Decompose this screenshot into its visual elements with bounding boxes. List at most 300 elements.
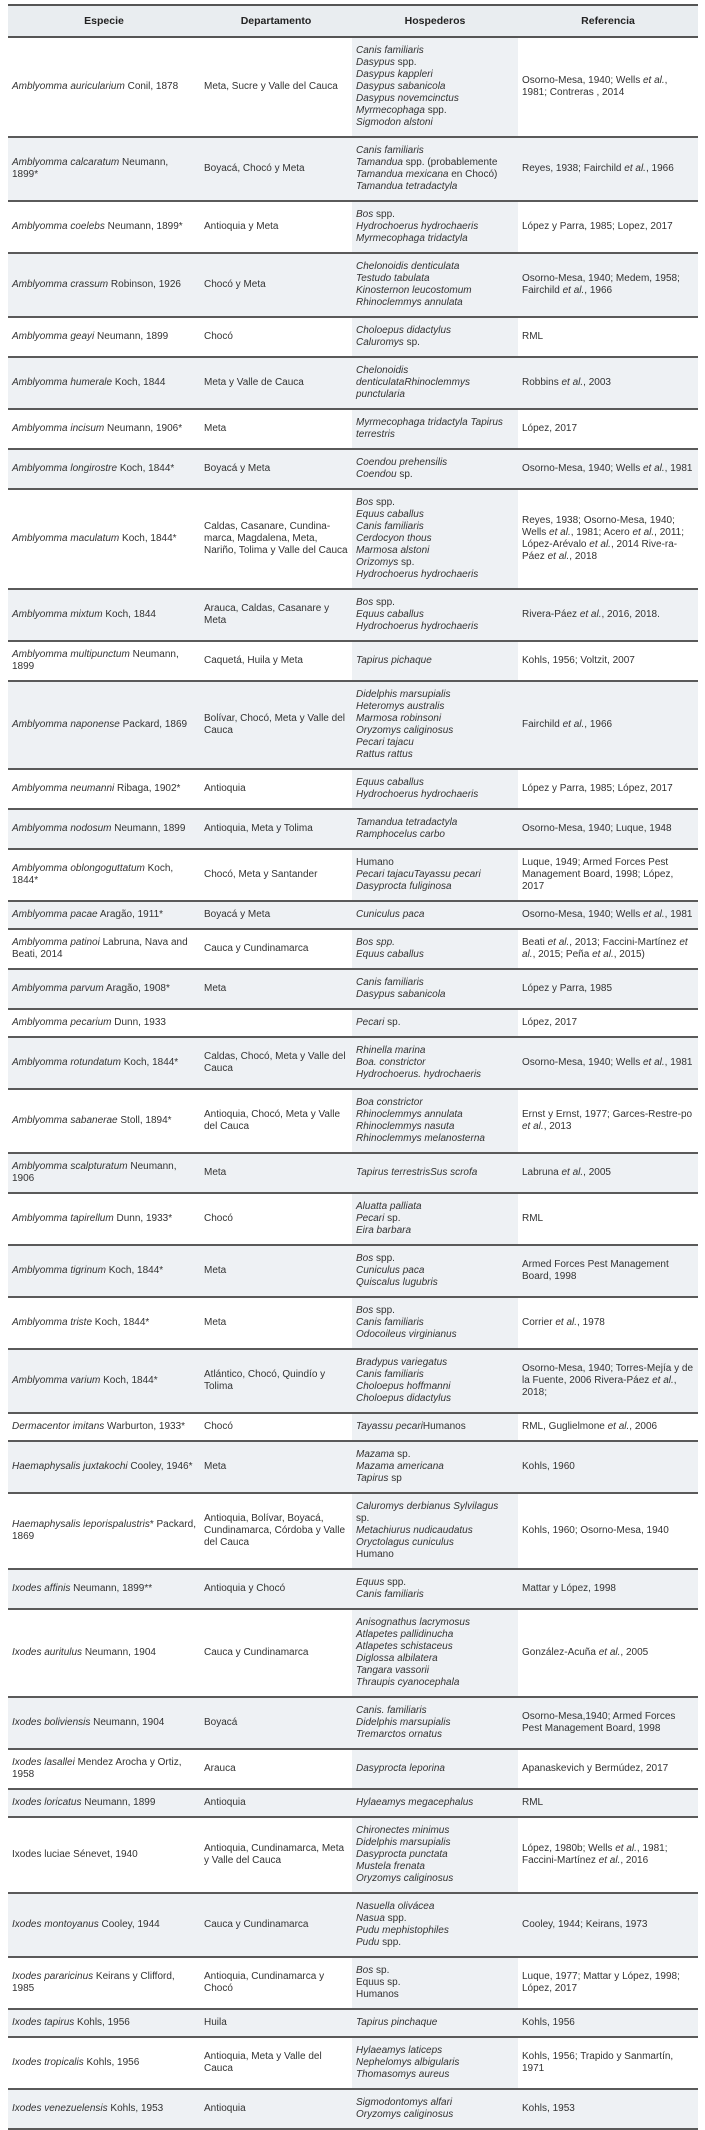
host-line (356, 725, 514, 737)
italic-text: et al. (561, 1167, 584, 1178)
text: sp. (394, 1449, 411, 1460)
italic-text: Ixodes montoyanus (12, 1919, 99, 1930)
cell-especie (8, 1609, 200, 1697)
italic-text: Bos (356, 497, 374, 508)
italic-text: Tangara vassorii (356, 1665, 430, 1676)
italic-text: et al. (607, 1421, 630, 1432)
cell-departamento: Antioquia y Chocó (200, 1569, 352, 1609)
cell-referencia (518, 2089, 698, 2129)
cell-especie (8, 769, 200, 809)
host-line (356, 1589, 514, 1601)
cell-departamento: Antioquia, Meta y Tolima (200, 809, 352, 849)
table-row (8, 1153, 698, 1193)
cell-hospederos (352, 1245, 518, 1297)
cell-especie (8, 137, 200, 201)
table-row (8, 849, 698, 901)
host-line (356, 1537, 514, 1549)
host-line (356, 1369, 514, 1381)
host-line (356, 1677, 514, 1689)
text: Labruna, Nava and Beati, 2014 (12, 937, 188, 960)
host-line (356, 1421, 514, 1433)
host-line (356, 1045, 514, 1057)
cell-departamento (200, 1009, 352, 1037)
italic-text: Amblyomma crassum (12, 279, 109, 290)
italic-text: Amblyomma parvum (12, 983, 104, 994)
host-line (356, 1201, 514, 1213)
table-row (8, 1089, 698, 1153)
italic-text: Nasuella olivácea (356, 1901, 435, 1912)
cell-departamento: Antioquia, Cundinamarca, Meta y Valle del Cauca (200, 1817, 352, 1893)
cell-especie (8, 357, 200, 409)
cell-especie (8, 201, 200, 253)
text: spp. (probablemente (402, 157, 498, 168)
cell-hospederos (352, 929, 518, 969)
text: Robbins (522, 377, 562, 388)
table-row (8, 357, 698, 409)
table-row (8, 2089, 698, 2129)
host-line (356, 1965, 514, 1977)
cell-especie (8, 849, 200, 901)
cell-especie (8, 641, 200, 681)
host-line (356, 325, 514, 337)
host-line (356, 1057, 514, 1069)
host-line (356, 469, 514, 481)
host-line (356, 2017, 514, 2029)
host-line (356, 609, 514, 621)
text: Packard, 1869 (119, 719, 188, 730)
italic-text: Equus (356, 1577, 385, 1588)
italic-text: et al. (561, 377, 584, 388)
table-row (8, 1569, 698, 1609)
cell-hospederos (352, 1009, 518, 1037)
italic-text: Hylaeamys megacephalus (356, 1797, 474, 1808)
italic-text: Orizomys (356, 557, 399, 568)
italic-text: Hydrochoerus hydrochaeris (356, 221, 479, 232)
text: Neumann, 1899 (81, 1797, 156, 1808)
host-line (356, 1097, 514, 1109)
cell-hospederos (352, 589, 518, 641)
cell-departamento: Antioquia (200, 2089, 352, 2129)
host-line (356, 2069, 514, 2081)
italic-text: Bos (356, 209, 374, 220)
cell-especie (8, 409, 200, 449)
italic-text: Bradypus variegatus (356, 1357, 448, 1368)
host-line (356, 285, 514, 297)
italic-text: Dasyprocta leporina (356, 1763, 445, 1774)
text: Luque, 1949; Armed Forces Pest Management Board, 1998; López, 2017 (522, 857, 674, 892)
italic-text: Atlapetes pallidinucha (356, 1629, 454, 1640)
text: , 2015; Peña (532, 949, 593, 960)
text: Kohls, 1956 (83, 2057, 140, 2068)
italic-text: Ixodes lasallei (12, 1757, 75, 1768)
italic-text: Eira barbara (356, 1225, 412, 1236)
italic-text: Bos spp. (356, 937, 395, 948)
cell-hospederos (352, 681, 518, 769)
cell-especie (8, 1413, 200, 1441)
cell-departamento: Cauca y Cundinamarca (200, 1609, 352, 1697)
host-line (356, 2045, 514, 2057)
host-line (356, 145, 514, 157)
text: spp. (373, 597, 395, 608)
italic-text: Amblyomma maculatum (12, 533, 120, 544)
text: RML (522, 331, 544, 342)
cell-departamento: Boyacá, Chocó y Meta (200, 137, 352, 201)
host-line (356, 1121, 514, 1133)
host-line (356, 297, 514, 309)
host-line (356, 1357, 514, 1369)
text: , 1978 (577, 1317, 605, 1328)
italic-text: Dasypus kappleri (356, 69, 433, 80)
text: Rivera-Páez (522, 609, 580, 620)
italic-text: Kinosternon leucostomum (356, 285, 472, 296)
italic-text: Amblyomma oblongoguttatum (12, 863, 145, 874)
host-line (356, 509, 514, 521)
host-line (356, 521, 514, 533)
text: Dunn, 1933 (111, 1017, 166, 1028)
italic-text: Sigmodontomys alfari (356, 2097, 453, 2108)
text: Koch, 1844* (120, 1057, 179, 1068)
cell-hospederos (352, 1193, 518, 1245)
cell-referencia (518, 1697, 698, 1749)
host-line (356, 881, 514, 893)
cell-referencia (518, 1569, 698, 1609)
italic-text: Pecari (356, 1017, 385, 1028)
host-line (356, 81, 514, 93)
cell-especie (8, 1569, 200, 1609)
host-line (356, 1653, 514, 1665)
cell-hospederos (352, 1037, 518, 1089)
table-body (8, 37, 698, 2129)
cell-departamento: Chocó (200, 1413, 352, 1441)
cell-departamento: Chocó y Meta (200, 253, 352, 317)
host-line (356, 713, 514, 725)
italic-text: Tamandua tetradactyla (356, 181, 458, 192)
cell-hospederos (352, 489, 518, 589)
text: , 1966 (645, 163, 674, 174)
host-line (356, 1977, 514, 1989)
host-line (356, 869, 514, 881)
host-line (356, 57, 514, 69)
host-line (356, 157, 514, 169)
italic-text: Dasyprocta fuliginosa (356, 881, 452, 892)
italic-text: Canis familiaris (356, 1589, 424, 1600)
italic-text: Pudu mephistophiles (356, 1925, 449, 1936)
host-line (356, 1329, 514, 1341)
italic-text: Pecari tajacuTayassu pecari (356, 869, 481, 880)
table-row (8, 969, 698, 1009)
text: Dunn, 1933* (113, 1213, 173, 1224)
host-line (356, 45, 514, 57)
italic-text: Amblyomma pecarium (12, 1017, 112, 1028)
host-line (356, 1213, 514, 1225)
italic-text: Ixodes pararicinus (12, 1971, 94, 1982)
cell-especie (8, 1245, 200, 1297)
cell-departamento: Meta (200, 1297, 352, 1349)
table-row (8, 1957, 698, 2009)
italic-text: Chironectes minimus (356, 1825, 450, 1836)
cell-hospederos (352, 357, 518, 409)
table-row (8, 2009, 698, 2037)
host-line (356, 689, 514, 701)
host-line (356, 817, 514, 829)
italic-text: Thraupis cyanocephala (356, 1677, 460, 1688)
text: Ernst y Ernst, 1977; Garces-Restre-po (522, 1109, 693, 1120)
cell-referencia (518, 2009, 698, 2037)
italic-text: Amblyomma longirostre (12, 463, 118, 474)
header-especie: Especie (8, 5, 200, 37)
text: Neumann, 1899 (111, 823, 186, 834)
cell-referencia (518, 1749, 698, 1789)
host-line (356, 69, 514, 81)
italic-text: Ixodes tropicalis (12, 2057, 84, 2068)
italic-text: Ixodes affinis (12, 1583, 71, 1594)
italic-text: Canis. familiaris (356, 1705, 427, 1716)
cell-departamento: Cauca y Cundinamarca (200, 1893, 352, 1957)
italic-text: Canis familiaris (356, 977, 424, 988)
cell-especie (8, 2089, 200, 2129)
text: , 1981; Faccini-Martínez (522, 1843, 668, 1866)
cell-departamento: Caldas, Casanare, Cundina-marca, Magdalena, Meta, Nariño, Tolima y Valle del Cauca (200, 489, 352, 589)
text: , 1966 (584, 719, 613, 730)
text: Stoll, 1894* (117, 1115, 172, 1126)
cell-especie (8, 1349, 200, 1413)
italic-text: Diglossa albilatera (356, 1653, 438, 1664)
host-line (356, 1265, 514, 1277)
italic-text: Coendou (356, 469, 397, 480)
text: , 1966 (584, 285, 613, 296)
cell-referencia (518, 929, 698, 969)
text: spp. (394, 57, 417, 68)
host-line (356, 117, 514, 129)
text: Koch, 1844* (105, 1265, 164, 1276)
cell-departamento: Meta (200, 1245, 352, 1297)
cell-departamento: Atlántico, Chocó, Quindío y Tolima (200, 1349, 352, 1413)
italic-text: Equus caballus (356, 777, 424, 788)
italic-text: Amblyomma coelebs (12, 221, 105, 232)
text: González-Acuña (522, 1647, 599, 1658)
cell-especie (8, 809, 200, 849)
cell-referencia (518, 681, 698, 769)
table-row (8, 1893, 698, 1957)
cell-referencia (518, 253, 698, 317)
text: spp. (424, 105, 447, 116)
table-row (8, 137, 698, 201)
cell-hospederos (352, 641, 518, 681)
italic-text: Quiscalus lugubris (356, 1277, 438, 1288)
text: Mendez Arocha y Ortiz, 1958 (12, 1757, 182, 1780)
italic-text: Myrmecophaga (356, 105, 425, 116)
host-line (356, 2109, 514, 2121)
host-line (356, 1381, 514, 1393)
text: sp. (398, 557, 415, 568)
cell-especie (8, 2009, 200, 2037)
cell-referencia (518, 1349, 698, 1413)
text: Kohls, 1956; Voltzit, 2007 (522, 655, 635, 666)
text: Cooley, 1946* (127, 1461, 193, 1472)
italic-text: Bos (356, 1965, 374, 1976)
cell-especie (8, 1037, 200, 1089)
cell-hospederos (352, 809, 518, 849)
cell-hospederos (352, 1957, 518, 2009)
cell-referencia (518, 409, 698, 449)
italic-text: Didelphis marsupialis (356, 1717, 451, 1728)
italic-text: et al. (589, 539, 611, 550)
cell-referencia (518, 1297, 698, 1349)
header-departamento: Departamento (200, 5, 352, 37)
cell-departamento: Antioquia, Bolívar, Boyacá, Cundinamarca, Córdoba y Valle del Cauca (200, 1493, 352, 1569)
host-line (356, 1305, 514, 1317)
text: Osorno-Mesa, 1940; Luque, 1948 (522, 823, 672, 834)
host-line (356, 1797, 514, 1809)
cell-hospederos (352, 1153, 518, 1193)
text: , 1981 (664, 463, 693, 474)
cell-especie (8, 489, 200, 589)
text: Neumann, 1904 (90, 1717, 165, 1728)
host-line (356, 737, 514, 749)
host-line (356, 1225, 514, 1237)
text: Koch, 1844 (112, 377, 166, 388)
cell-referencia (518, 589, 698, 641)
cell-departamento: Chocó, Meta y Santander (200, 849, 352, 901)
text: Neumann, 1899 (94, 331, 169, 342)
text: Kohls, 1960 (522, 1461, 575, 1472)
text: Fairchild (522, 719, 563, 730)
text: Koch, 1844* (119, 533, 177, 544)
text: Neumann, 1899** (70, 1583, 153, 1594)
italic-text: Rattus rattus (356, 749, 413, 760)
text: López, 2017 (522, 1017, 578, 1028)
host-line (356, 1577, 514, 1589)
cell-hospederos (352, 253, 518, 317)
cell-hospederos (352, 1817, 518, 1893)
cell-departamento: Meta (200, 409, 352, 449)
table-row (8, 1789, 698, 1817)
cell-especie (8, 1297, 200, 1349)
host-line (356, 949, 514, 961)
italic-text: Nephelomys albigularis (356, 2057, 460, 2068)
text: , 2016, 2018. (601, 609, 660, 620)
cell-hospederos (352, 1297, 518, 1349)
text: spp. (384, 1913, 407, 1924)
cell-referencia (518, 1893, 698, 1957)
cell-especie (8, 1957, 200, 2009)
cell-hospederos (352, 1697, 518, 1749)
italic-text: Amblyomma geayi (12, 331, 95, 342)
text: Reyes, 1938; Fairchild (522, 163, 625, 174)
text: Labruna (522, 1167, 562, 1178)
table-row (8, 929, 698, 969)
cell-hospederos (352, 37, 518, 137)
italic-text: Canis familiaris (356, 1369, 424, 1380)
host-line (356, 389, 514, 401)
italic-text: et al. (642, 909, 665, 920)
italic-text: Odocoileus virginianus (356, 1329, 457, 1340)
italic-text: Amblyomma humerale (12, 377, 113, 388)
text: spp. (373, 1305, 395, 1316)
italic-text: Hydrochoerus. hydrochaeris (356, 1069, 482, 1080)
host-line (356, 1449, 514, 1461)
italic-text: terrestris (356, 429, 395, 440)
text: Koch, 1844* (92, 1317, 150, 1328)
cell-referencia (518, 1037, 698, 1089)
italic-text: Amblyomma triste (12, 1317, 93, 1328)
italic-text: Myrmecophaga tridactyla (356, 233, 468, 244)
italic-text: et al. (642, 75, 665, 86)
italic-text: Amblyomma sabanerae (12, 1115, 118, 1126)
italic-text: Canis familiaris (356, 45, 424, 56)
italic-text: et al. (579, 609, 602, 620)
text: Corrier (522, 1317, 556, 1328)
italic-text: Bos (356, 597, 374, 608)
host-line (356, 1069, 514, 1081)
text: Aragão, 1911* (97, 909, 164, 920)
cell-referencia (518, 201, 698, 253)
italic-text: et al. (598, 1647, 621, 1658)
cell-referencia (518, 137, 698, 201)
text: sp. (384, 1017, 401, 1028)
text: , 2005 (620, 1647, 649, 1658)
text: Osorno-Mesa, 1940; Torres-Mejía y de la Fuente, 2006 Rivera-Páez (522, 1363, 694, 1386)
italic-text: Bos (356, 1253, 374, 1264)
italic-text: et al. (592, 949, 614, 960)
host-line (356, 1525, 514, 1537)
table-header (8, 5, 698, 37)
host-line (356, 1461, 514, 1473)
host-line (356, 557, 514, 569)
text: Osorno-Mesa, 1940; Wells (522, 909, 643, 920)
host-line (356, 233, 514, 245)
italic-text: et al. (642, 463, 665, 474)
italic-text: et al. (615, 1843, 637, 1854)
cell-departamento: Antioquia (200, 1789, 352, 1817)
table-row (8, 317, 698, 357)
cell-hospederos (352, 1493, 518, 1569)
host-line (356, 533, 514, 545)
host-line (356, 789, 514, 801)
host-line (356, 1925, 514, 1937)
cell-hospederos (352, 449, 518, 489)
text: López, 2017 (522, 423, 578, 434)
host-line (356, 569, 514, 581)
text: Neumann, 1899* (104, 221, 183, 232)
host-line (356, 621, 514, 633)
cell-departamento: Arauca (200, 1749, 352, 1789)
italic-text: Rhinoclemmys annulata (356, 1109, 463, 1120)
italic-text: Caluromys derbianus Sylvilagus (356, 1501, 499, 1512)
host-line (356, 857, 514, 869)
cell-especie (8, 1893, 200, 1957)
text: Kohls, 1956 (522, 2017, 575, 2028)
italic-text: Canis familiaris (356, 1317, 424, 1328)
italic-text: Chelonoidis denticulata (356, 261, 460, 272)
table-row (8, 37, 698, 137)
italic-text: Pecari (356, 1213, 385, 1224)
host-line (356, 1317, 514, 1329)
table-row (8, 1609, 698, 1697)
italic-text: Amblyomma mixtum (12, 609, 103, 620)
italic-text: Equus caballus (356, 949, 424, 960)
table-row (8, 641, 698, 681)
text: Robinson, 1926 (108, 279, 181, 290)
text: Koch, 1844* (12, 863, 174, 886)
text: Koch, 1844* (100, 1375, 158, 1386)
cell-referencia (518, 1493, 698, 1569)
host-line (356, 1861, 514, 1873)
italic-text: Heteromys australis (356, 701, 445, 712)
table-row (8, 1817, 698, 1893)
cell-departamento: Chocó (200, 1193, 352, 1245)
cell-especie (8, 681, 200, 769)
